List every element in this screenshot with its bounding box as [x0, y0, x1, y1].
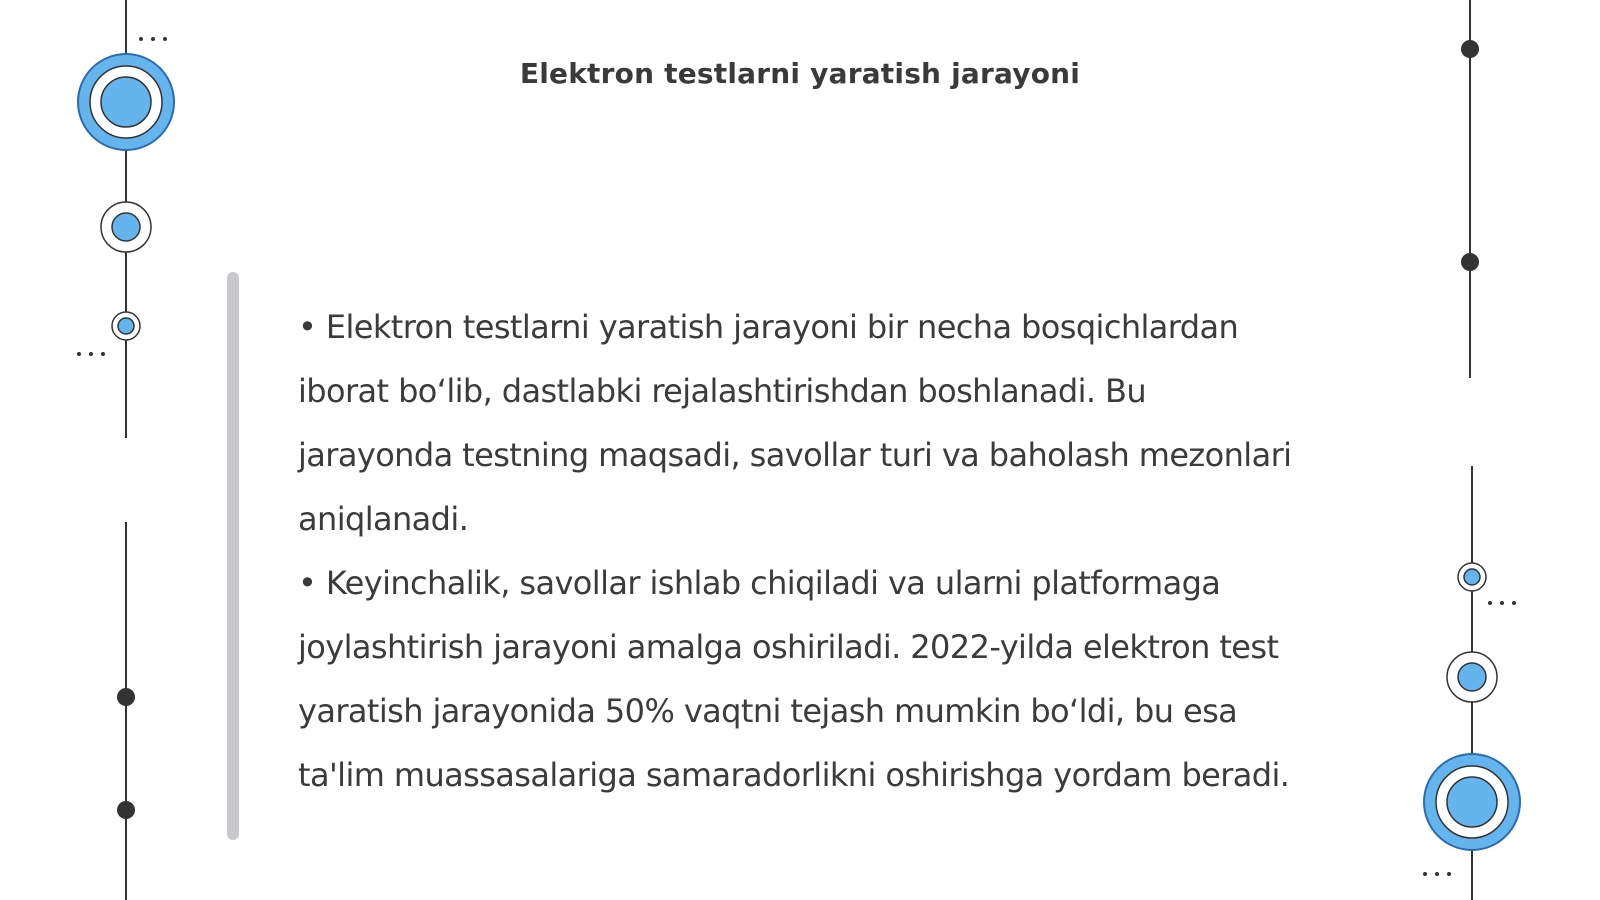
- small-ring-node-icon: [112, 312, 140, 340]
- ellipsis-icon: [1488, 601, 1516, 605]
- ellipsis-icon: [1423, 872, 1451, 876]
- bullet-paragraph: • Keyinchalik, savollar ishlab chiqiladi va ularni platformaga joylashtirish jarayoni amalga oshiriladi. 2022-yilda elektron test yaratish jarayonida 50% vaqtni tejash mumkin bo‘ldi, bu esa ta'lim muassasalariga samaradorlikni oshirishga yordam beradi.: [298, 564, 1290, 794]
- ellipsis-icon: [77, 352, 105, 356]
- dot-node-icon: [1461, 253, 1479, 271]
- bullet-paragraph: • Elektron testlarni yaratish jarayoni bir necha bosqichlardan iborat bo‘lib, dastlabki rejalashtirishdan boshlanadi. Bu jarayonda testning maqsadi, savollar turi va baholash mezonlari aniqlanadi.: [298, 308, 1292, 538]
- ellipsis-icon: [139, 37, 167, 41]
- dot-node-icon: [117, 801, 135, 819]
- large-ring-node-icon: [1424, 754, 1520, 850]
- dot-node-icon: [1461, 40, 1479, 58]
- slide-title: Elektron testlarni yaratish jarayoni: [519, 57, 1081, 90]
- slide-body: [298, 295, 1308, 807]
- dot-node-icon: [117, 688, 135, 706]
- small-ring-node-icon: [1458, 563, 1486, 591]
- vertical-accent-bar: [227, 272, 239, 840]
- medium-ring-node-icon: [1447, 652, 1497, 702]
- medium-ring-node-icon: [101, 202, 151, 252]
